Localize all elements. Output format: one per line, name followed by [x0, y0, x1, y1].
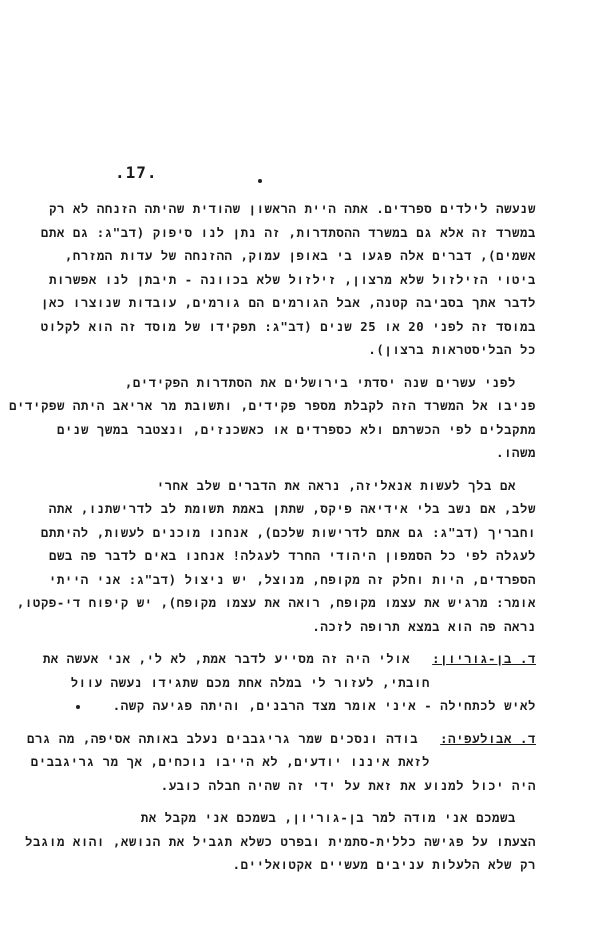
text-line: נראה פה הוא במצא תרופה לזכה.: [312, 619, 536, 634]
text-line: אשמים), דברים אלה פגעו בי באופן עמוק, ההזנחה של עדות המזרח,: [64, 249, 536, 263]
text-line: לדבר אתך בסביבה קטנה, אבל הגורמים הם גורמים, עובדות שנוצרו כאן: [40, 296, 536, 310]
speaker-paragraph: [26, 728, 536, 799]
speaker-row: [42, 648, 536, 672]
document-body: [9, 198, 536, 887]
text-line: לאיש לכתחילה - איני אומר מצד הרבנים, והיתה פגיעה קשה.: [112, 699, 536, 713]
text-line: פניבו אל המשרד הזה לקבלת מספר פקידים, ותשובת מר אריאב היתה שפקידים: [9, 399, 536, 413]
text-line: הצעתו על פגישה כללית-סתמית ובפרט כשלא תגביל את הנושא, והוא מוגבל: [25, 834, 536, 849]
speaker-row: [26, 728, 536, 752]
text-line: היה יכול למנוע את זאת על ידי זה שהיה חבלה כובע.: [160, 778, 536, 793]
text-line: לזאת איננו יודעים, לא הייבו נוכחים, אך מר גריגבבים: [30, 755, 430, 769]
paragraph: [25, 807, 536, 878]
text-line: אם בלך לעשות אנאליזה, נראה את הדברים שלב אחרי: [156, 478, 516, 493]
text-line: במוסד זה לפני 20 או 25 שנים (דב"ג: תפקידו של מוסד זה הוא לקלוט: [40, 319, 536, 334]
text-line: לעגלה לפי כל הסמפון היהודי החרד לעגלה! אנחנו באים לדבר פה בשם: [48, 549, 536, 563]
text-line: שנעשה לילדים ספרדים. אתה היית הראשון שהודית שהיתה הזנחה לא רק: [48, 202, 536, 216]
text-line: אומר: מרגיש את עצמו מקופח, רואה את עצמו מקופח), יש קיפוח די-פקטו,: [16, 596, 536, 610]
text-line: רק שלא הלעלות עניבים מעשיים אקטואליים.: [232, 858, 536, 872]
paragraph: [40, 198, 536, 363]
text-line: ביטוי הזילזול שלא מרצון, זילזול שלא בכוונה - תיבתן לנו אפשרות: [48, 272, 536, 287]
text-line: חובתי, לעזור לי במלה אחת מכם שתגידו נעשה עוול: [70, 675, 430, 690]
page-number: .17.: [115, 163, 158, 182]
text-line: הספרדים, היות וחלק זה מקופח, מנוצל, יש ניצול (דב"ג: אני הייתי: [48, 572, 536, 587]
text-line: במשרד זה אלא גם במשרד ההסתדרות, זה נתן לנו סיפוק (דב"ג: גם אתם: [40, 225, 536, 240]
speaker-name: ד. אבולעפיה:: [440, 731, 536, 746]
text-line: בשמכם אני מודה למר בן-גוריון, בשמכם אני מקבל את: [140, 811, 516, 825]
ink-dot: [258, 179, 262, 183]
text-line: וחבריך (דב"ג: גם אתם לדרישות שלכם), אנחנו מוכנים לעשות, להיתתם: [40, 525, 536, 540]
text-line: משהו.: [496, 446, 536, 460]
paragraph: [9, 372, 536, 466]
text-line: בודה ונסכים שמר גריגבבים נעלב באותה אסיפה, מה גרם: [26, 731, 419, 746]
speaker-name: ד. בן-גוריון:: [432, 652, 536, 666]
speaker-paragraph: [42, 648, 536, 719]
paragraph: [16, 475, 536, 640]
text-line: מתקבלים לפי הכשרתם ולא כספרדים או כאשכנזים, ונצטבר במשך שנים: [57, 422, 536, 437]
text-line: כל הבליסטראות ברצון).: [368, 343, 536, 357]
text-line: אולי היה זה מסייע לדבר אמת, לא לי, אני אעשה את: [42, 652, 411, 666]
text-line: לפני עשרים שנה יסדתי בירושלים את הסתדרות הפקידים,: [124, 375, 516, 390]
text-line: שלב, אם נשב בלי אידיאה פיקס, שתתן באמת תשומת לב לדרישתנו, אתה: [48, 502, 536, 516]
